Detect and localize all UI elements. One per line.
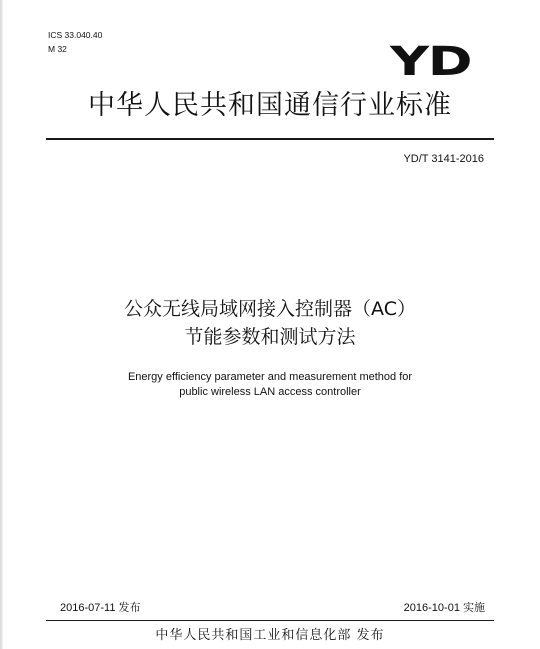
issue-date: 2016-07-11 发布 [60,602,141,614]
publisher: 中华人民共和国工业和信息化部 发布 [155,628,385,643]
english-title-line-1: Energy efficiency parameter and measurement method for [127,371,413,383]
ccs-code: M 32 [48,44,67,54]
chinese-title-line-2: 节能参数和测试方法 [184,326,356,348]
english-title [0,370,540,400]
implementation-date: 2016-10-01 实施 [403,602,485,614]
standard-category-title: 中华人民共和国通信行业标准 [88,90,452,121]
english-title-line-2: public wireless LAN access controller [179,386,361,398]
chinese-title [0,295,540,351]
chinese-title-line-1: 公众无线局域网接入控制器（AC） [124,298,416,320]
ics-code: ICS 33.040.40 [48,30,103,40]
footer-rule [46,620,494,621]
header-rule [46,138,494,140]
standard-number: YD/T 3141-2016 [403,153,484,165]
yd-logo: YD [390,39,472,85]
